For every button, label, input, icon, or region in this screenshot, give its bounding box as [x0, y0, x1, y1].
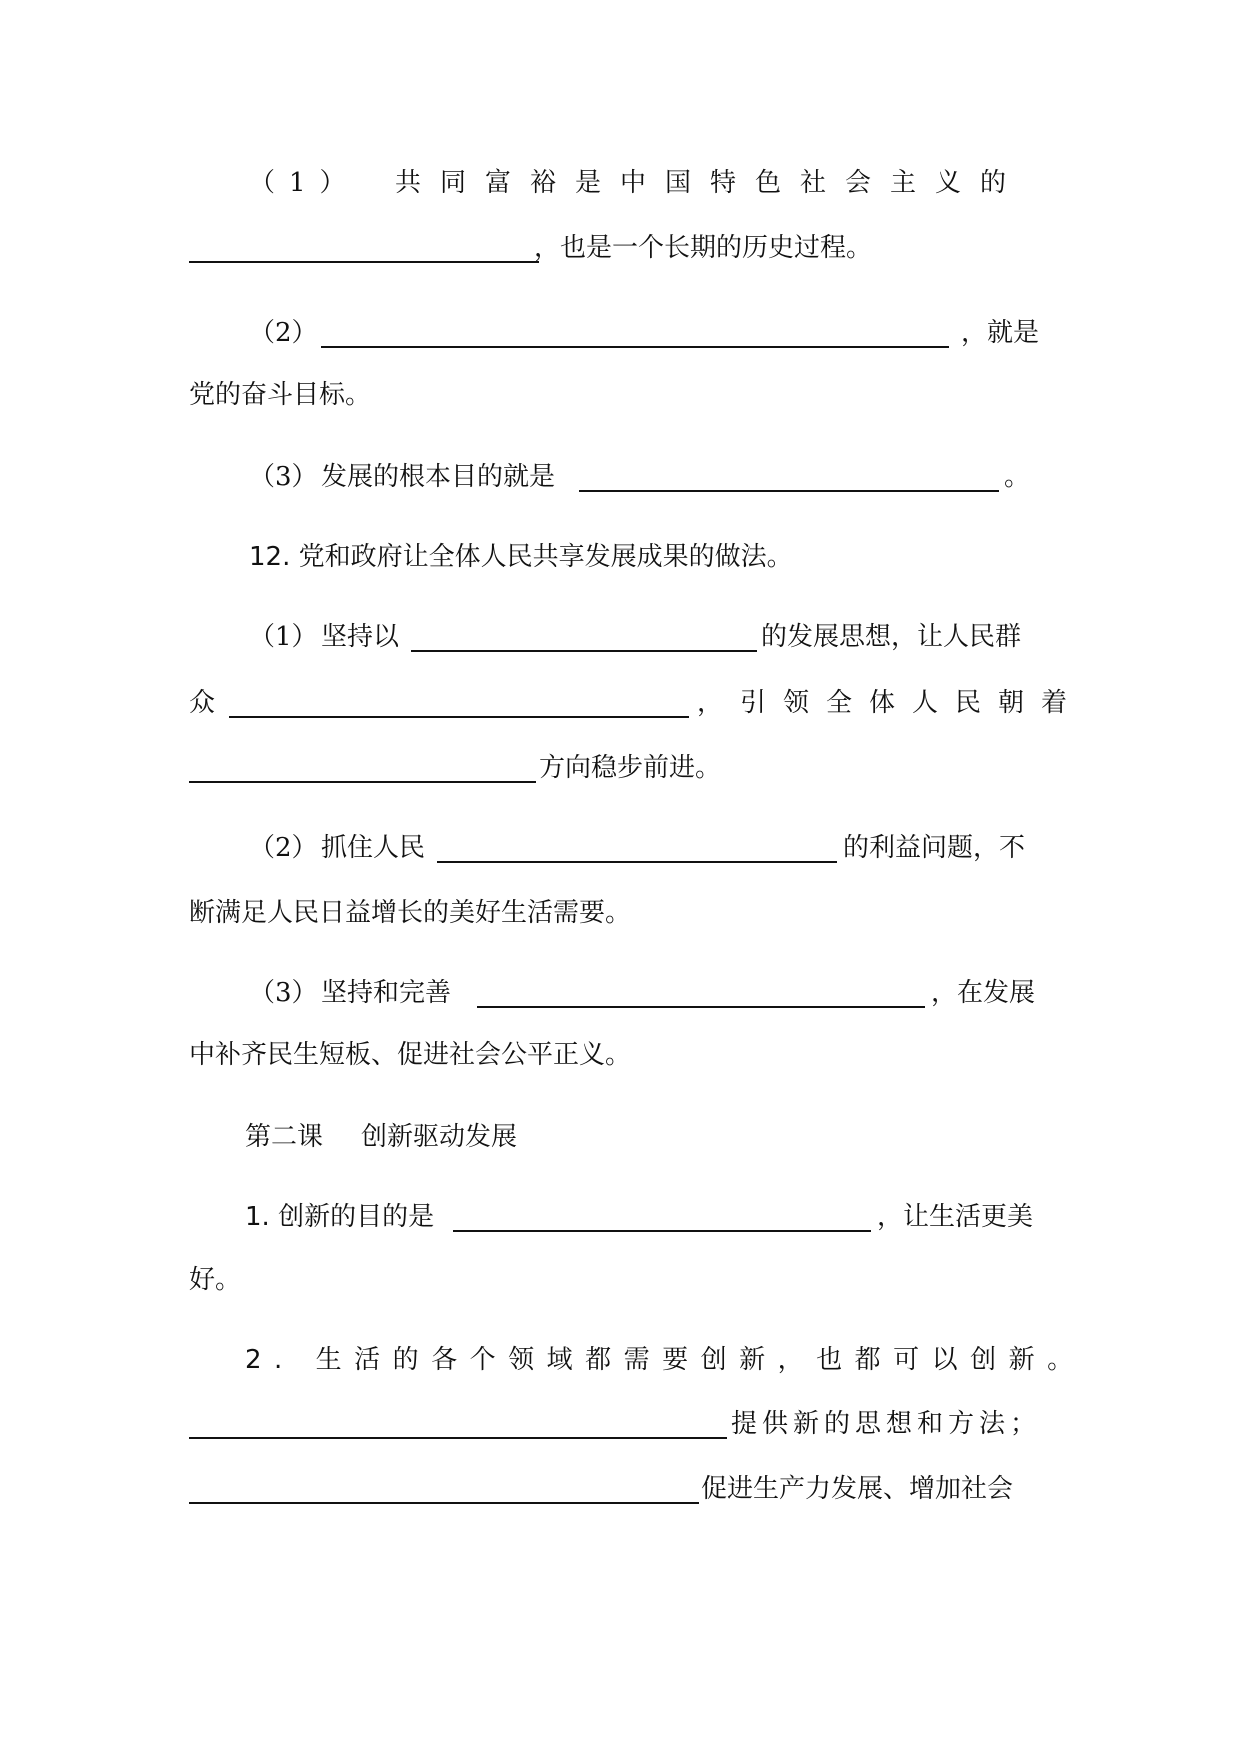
- question-2-cont2: [189, 1469, 1061, 1509]
- item-text: 发展的根本目的就是: [321, 462, 556, 492]
- fill-blank[interactable]: [477, 1006, 925, 1008]
- item-text: 党的奋斗目标。: [189, 380, 372, 410]
- item-text: ，让生活更美: [877, 1202, 1034, 1232]
- question-text: 12. 党和政府让全体人民共享发展成果的做法。: [249, 542, 793, 572]
- item-number: （3）: [249, 978, 318, 1008]
- item-12-3-cont: [189, 1035, 1061, 1075]
- fill-blank[interactable]: [437, 861, 837, 863]
- question-1-cont: [189, 1260, 1061, 1300]
- question-2-cont: [189, 1404, 1061, 1444]
- item-text: 好。: [189, 1265, 242, 1295]
- item-text: 坚持和完善: [321, 978, 452, 1008]
- lesson-heading: [189, 1117, 1061, 1157]
- item-text: 众: [189, 688, 216, 718]
- item-text: 的发展思想，让人民群: [761, 622, 1022, 652]
- item-text: 坚持以: [321, 622, 400, 652]
- item-12-1: [189, 617, 1061, 657]
- item-1-3: [189, 457, 1061, 497]
- fill-blank[interactable]: [229, 716, 689, 718]
- fill-blank[interactable]: [189, 781, 536, 783]
- item-text: ，就是: [961, 318, 1040, 348]
- fill-blank[interactable]: [579, 490, 999, 492]
- item-text: ，引领全体人民朝着: [697, 688, 1085, 718]
- question-1: [189, 1197, 1061, 1237]
- item-12-3: [189, 973, 1061, 1013]
- fill-blank[interactable]: [321, 346, 949, 348]
- item-text: 共同富裕是中国特色社会主义的: [395, 168, 1026, 198]
- item-text: 。: [1004, 462, 1031, 492]
- item-number: （2）: [249, 833, 318, 863]
- item-text: 方向稳步前进。: [539, 753, 722, 783]
- fill-blank[interactable]: [189, 1437, 727, 1439]
- fill-blank[interactable]: [189, 1502, 699, 1504]
- item-12-1-cont2: [189, 748, 1061, 788]
- item-12-1-cont: [189, 683, 1085, 723]
- item-1-1: [189, 163, 1061, 203]
- fill-blank[interactable]: [189, 261, 539, 263]
- lesson-title: 创新驱动发展: [361, 1122, 518, 1152]
- item-number: （2）: [249, 318, 318, 348]
- item-text: 抓住人民: [321, 833, 426, 863]
- question-text: 2. 生活的各个领域都需要创新，也都可以创新。: [245, 1345, 1086, 1375]
- item-text: 提供新的思想和方法；: [731, 1409, 1042, 1439]
- fill-blank[interactable]: [411, 650, 757, 652]
- item-text: 断满足人民日益增长的美好生活需要。: [189, 898, 632, 928]
- item-1-2-cont: [189, 375, 1061, 415]
- item-12-2: [189, 828, 1061, 868]
- item-1-2: [189, 313, 1061, 353]
- fill-blank[interactable]: [453, 1230, 871, 1232]
- item-12-2-cont: [189, 893, 1061, 933]
- item-text: 中补齐民生短板、促进社会公平正义。: [189, 1040, 632, 1070]
- item-number: （1）: [249, 622, 318, 652]
- item-1-1-cont: [189, 228, 1061, 268]
- question-12: [189, 537, 1061, 577]
- lesson-number: 第二课: [245, 1122, 324, 1152]
- item-number: （3）: [249, 462, 318, 492]
- item-number: （1）: [249, 168, 360, 198]
- item-text: ，也是一个长期的历史过程。: [534, 233, 873, 263]
- item-text: 的利益问题，不: [843, 833, 1026, 863]
- question-text: 1. 创新的目的是: [245, 1202, 435, 1232]
- item-text: ，在发展: [931, 978, 1036, 1008]
- item-text: 促进生产力发展、增加社会: [701, 1474, 1014, 1504]
- question-2: [189, 1340, 1086, 1380]
